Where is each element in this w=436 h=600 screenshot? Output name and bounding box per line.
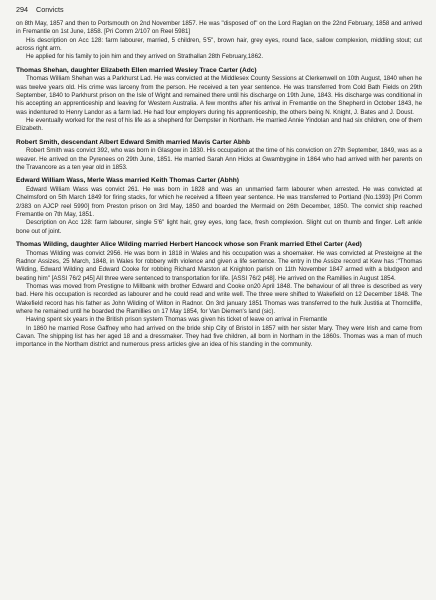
running-head: [16, 5, 422, 14]
body-paragraph: Edward William Wass was convict 261. He was born in 1828 and was an unmarried farm labourer when arrested. He was convicted at Chelmsford on 5th March 1849 for firing stacks, for which he received a fifteen year sentence. He was transferred to Portland (No.1393) [Pri Comm 2/383 on AJCP reel 5990] from Preston prison on 3rd May, 1850 and boarded the Mermaid on 26th December, 1850. The convict ship reached Fremantle on 7th May, 1851.: [16, 185, 422, 218]
body-paragraph: Robert Smith was convict 392, who was born in Glasgow in 1830. His occupation at the time of his conviction on 27th September, 1849, was as a weaver. He arrived on the Pyrenees on 29th June, 1851. He married Sarah Ann Hicks at Gwambygine in 1864 who had arrived with her parents on the Travancore as a ten year old in 1853.: [16, 147, 422, 171]
entry-title: Thomas Shehan, daughter Elizabeth Ellen married Wesley Trace Carter (Adc): [16, 66, 257, 74]
body-paragraph: Thomas Wilding was convict 2956. He was born in 1818 in Wales and his occupation was a shoemaker. He was convicted at Presteigne at the Radnor Assizes, 25 March, 1848, in Wales for robbery with violence and given a life sentence. The entry in the Assize record at Kew has :"Thomas Wilding, Edward Wilding and Edward Cooke for robbing Richard Marston at Knighton parish on 11th November 1847 armed with a bludgeon and beating him" [ASSI 76/2 p45] All three were sentenced to transportation for life. [ASSI 76/2 p48]. He arrived on the Ramillies in August 1854.: [16, 249, 422, 282]
body-paragraph: Thomas William Shehan was a Parkhurst Lad. He was convicted at the Middlesex County Sessions at Clerkenwell on 10th August, 1840 when he was twelve years old. His crime was larceny from the person. He received a ten year sentence. He was transferred from Cold Bath Fields on 29th September, 1840 to Parkhurst prison on the Isle of Wight and remained there until his discharge on 19th June, 1843. His discharge was conditional in his accepting an apprenticeship and leaving for Western Australia. A few months after his arrival in Fremantle on the Shepherd in October 1843, he was indentured to Henry Landor as a farm lad. He had four employers during his apprenticeship, the others being N. Knight, J. Bates and J. Doust.: [16, 75, 422, 116]
body-paragraph: In 1860 he married Rose Gaffney who had arrived on the bride ship City of Bristol in 1857 with her sister Mary. They were Irish and came from Cavan. The shipping list has her aged 18 and a dressmaker. They had five children, all born in Northam in the 1860s. Thomas was a man of much importance in the Northam district and numerous press articles give an idea of his standing in the community.: [16, 324, 422, 349]
entry-title: Thomas Wilding, daughter Alice Wilding married Herbert Hancock whose son Frank married Ethel Carter (Aed): [16, 241, 362, 248]
body-paragraph: His description on Acc 128: farm labourer, married, 5 children, 5'5", brown hair, grey eyes, round face, sallow complexion, middling stout; cut across right arm.: [16, 36, 422, 53]
page-number: 294: [16, 5, 28, 14]
body-paragraph: Description on Acc 128: farm labourer, single 5'6" light hair, grey eyes, long face, fresh complexion. Slight cut on thumb and finger. Left ankle bone out of joint.: [16, 219, 422, 235]
entry-section: [16, 139, 422, 173]
body-paragraph: He eventually worked for the rest of his life as a shepherd for Dempster in Northam. He married Annie Yindolan and had six children, one of them Elizabeth.: [16, 117, 422, 133]
running-title: Convicts: [36, 5, 64, 14]
entry-section: [16, 241, 422, 350]
entry-section: [16, 20, 422, 62]
body-paragraph: He applied for his family to join him and they arrived on Strathallan 28th February,1862.: [26, 53, 264, 61]
entry-title: Robert Smith, descendant Albert Edward Smith married Mavis Carter Abhb: [16, 138, 251, 146]
entry-title: Edward William Wass, Merle Wass married Keith Thomas Carter (Abhh): [16, 177, 239, 185]
entries-container: [16, 20, 422, 350]
entry-section: [16, 177, 422, 236]
entry-section: [16, 67, 422, 134]
body-paragraph: Thomas was moved from Prestigne to Millbank with brother Edward and Cooke on20 April 1848. The behaviour of all three is described as very bad. Here his occupation is recorded as labourer and he could read and write well. The three were shifted to Wakefield on 12 December 1848. The Wakefield record has his father as John Wilding of Wilton in Radnor. On 3rd january 1851 Thomas was transferred to the hulk Justitia at Thorncliffe, where he remained until he boarded the Ramillies on 17 May 1854, for Van Diemen's land (sic).: [16, 282, 422, 315]
body-paragraph: on 8th May, 1857 and then to Portsmouth on 2nd November 1857. He was "disposed of" on the Lord Raglan on the 22nd February, 1858 and arrived in Fremantle on 1st June, 1858. [Pri Comm 2/107 on Reel 5981]: [16, 20, 422, 36]
body-paragraph: Having spent six years in the British prison system Thomas was given his ticket of leave on arrival in Fremantle: [26, 316, 328, 324]
